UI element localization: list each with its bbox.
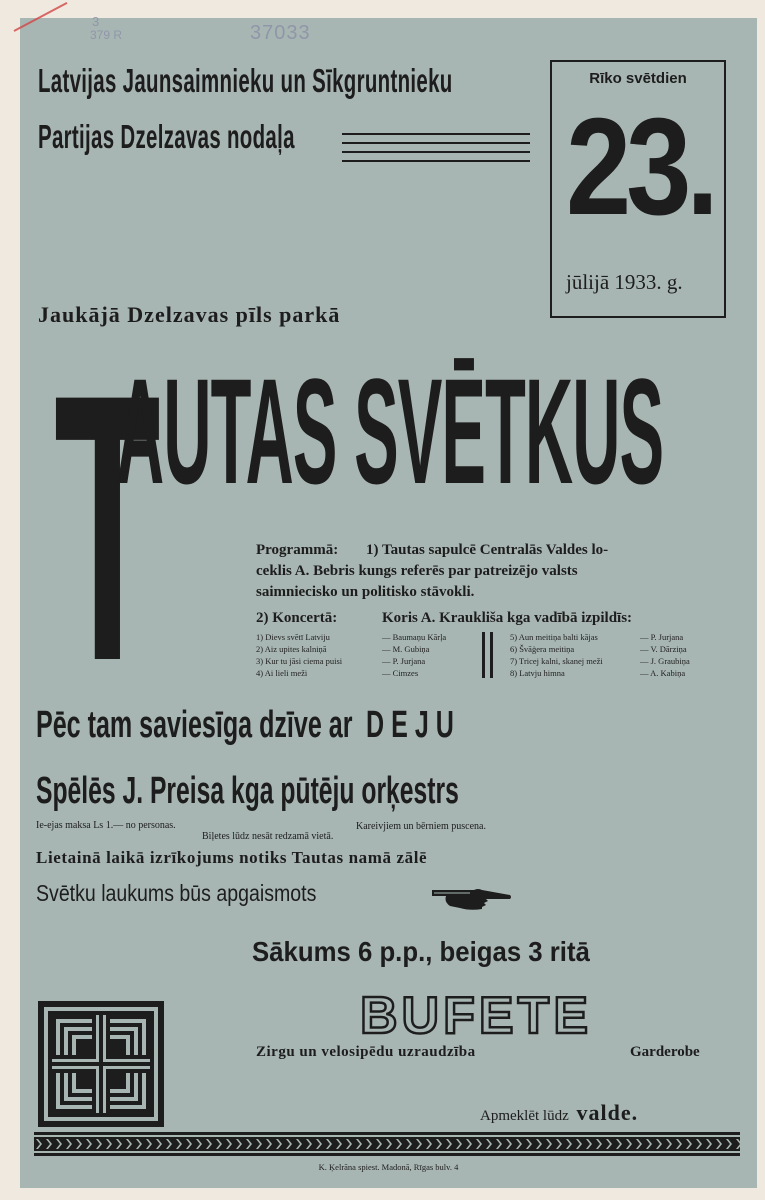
main-title-initial: T — [54, 315, 161, 740]
location: Jaukājā Dzelzavas pīls parkā — [38, 302, 341, 327]
rain-notice: Lietainā laikā izrīkojums notiks Tautas namā zālē — [36, 848, 428, 867]
main-title: AUTAS SVĒTKUS — [116, 347, 664, 515]
column-divider — [482, 632, 485, 678]
date-day: 23. — [566, 90, 714, 244]
song-title: 2) Aiz upites kalniņā — [256, 644, 327, 654]
song-author: — Baumaņu Kārļa — [382, 632, 447, 642]
closing — [480, 1100, 638, 1126]
admission-fee: Ie-ejas maksa Ls 1.— no personas. — [36, 820, 176, 831]
song-author: — J. Graubiņa — [640, 656, 690, 666]
dance-text: Pēc tam saviesīga dzīve ar — [36, 704, 353, 746]
pointing-hand-icon — [430, 884, 512, 912]
song-author: — P. Jurjana — [382, 656, 426, 666]
program-item1-line3: saimniecisko un politisko stāvokli. — [256, 584, 475, 600]
program-item1-line1: 1) Tautas sapulcē Centralās Valdes lo- — [366, 542, 609, 558]
admission-tickets: Biļetes lūdz nesāt redzamā vietā. — [202, 831, 334, 842]
archive-mark: 379 R — [90, 28, 123, 42]
song-author: — V. Dārziņa — [640, 644, 687, 654]
song-title: 3) Kur tu jāsi ciema puisi — [256, 656, 343, 666]
decorative-rules — [342, 133, 530, 162]
printer-imprint: K. Ķelrāna spiest. Madonā, Rīgas bulv. 4 — [318, 1162, 459, 1172]
dance-word: D E J U — [366, 704, 454, 746]
folk-ornament-icon — [38, 1001, 164, 1127]
organizer-line2: Partijas Dzelzavas nodaļa — [38, 118, 295, 155]
song-title: 7) Tricej kalni, skanej meži — [510, 656, 603, 666]
song-title: 5) Aun meitiņa balti kājas — [510, 632, 598, 642]
organizer-line1: Latvijas Jaunsaimnieku un Sīkgruntnieku — [38, 62, 453, 99]
program-item1-line2: ceklis A. Bebris kungs referēs par patreizējo valsts — [256, 563, 578, 579]
program-item2-text: Koris A. Kraukliša kga vadībā izpildīs: — [382, 610, 633, 626]
dance-line — [36, 704, 454, 747]
closing-text: Apmeklēt lūdz — [480, 1108, 569, 1124]
song-title: 1) Dievs svētī Latviju — [256, 632, 330, 642]
service-left: Zirgu un velosipēdu uzraudzība — [256, 1044, 476, 1060]
program-item2-label: 2) Koncertā: — [256, 610, 338, 626]
date-month-year: jūlijā 1933. g. — [566, 270, 683, 294]
poster — [20, 14, 757, 1188]
song-author: — M. Gubiņa — [382, 644, 430, 654]
column-divider — [490, 632, 493, 678]
date-box — [550, 60, 726, 318]
song-author: — Cimzes — [382, 668, 419, 678]
service-right: Garderobe — [630, 1044, 700, 1060]
lighting-notice: Svētku laukums būs apgaismots — [36, 880, 317, 906]
red-pencil-mark — [14, 2, 68, 32]
archive-mark: 3 — [92, 14, 100, 29]
archive-number: 37033 — [250, 22, 311, 44]
admission-discount: Kareivjiem un bērniem puscena. — [356, 821, 486, 832]
ornamental-border — [34, 1132, 740, 1156]
song-title: 4) Ai lieli meži — [256, 668, 308, 678]
song-author: — P. Jurjana — [640, 632, 684, 642]
orchestra-line: Spēlēs J. Preisa kga pūtēju orķestrs — [36, 770, 459, 812]
buffet-sign: BUFETE — [360, 987, 592, 1045]
date-prefix: Rīko svētdien — [589, 70, 687, 87]
song-title: 6) Švāģera meitiņa — [510, 644, 575, 654]
times: Sākums 6 p.p., beigas 3 ritā — [252, 936, 590, 967]
closing-signature: valde. — [576, 1100, 639, 1125]
song-title: 8) Latvju himna — [510, 668, 565, 678]
program-label: Programmā: — [256, 542, 339, 558]
song-author: — A. Kabiņa — [640, 668, 686, 678]
